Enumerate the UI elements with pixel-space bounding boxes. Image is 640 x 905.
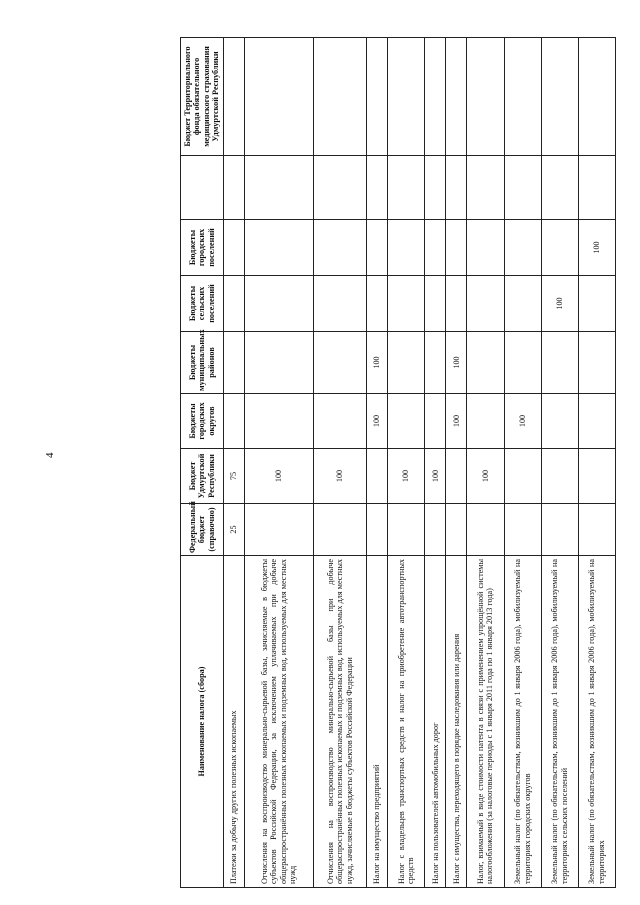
table-row [541,38,578,888]
value-cell-urban-settlements [388,220,425,276]
value-cell-fund [388,38,425,156]
table-row [388,38,425,888]
value-cell-federal [313,504,366,556]
value-cell-fund [367,38,388,156]
header-extra [181,156,224,220]
value-cell-municipal-districts: 100 [446,332,467,394]
value-cell-republic [541,449,578,504]
table-row [313,38,366,888]
header-republic: Бюджет Удмуртской Республики [181,449,224,504]
value-cell-urban-settlements [313,220,366,276]
value-cell-urban-settlements [367,220,388,276]
value-cell-extra [446,156,467,220]
tax-name-cell: Земельный налог (по обязательствам, возникшим до 1 января 2006 года), мобилизуемый на территориях городских округов [504,556,541,888]
value-cell-federal [244,504,313,556]
table-row [446,38,467,888]
value-cell-municipal-districts: 100 [367,332,388,394]
tax-name-cell: Налог на имущество предприятий [367,556,388,888]
value-cell-urban-settlements [467,220,504,276]
table-row [425,38,446,888]
value-cell-federal [367,504,388,556]
value-cell-republic [504,449,541,504]
value-cell-extra [425,156,446,220]
value-cell-rural-settlements [313,276,366,332]
table-body [223,38,615,888]
value-cell-municipal-districts [578,332,615,394]
value-cell-federal [467,504,504,556]
value-cell-city-districts [244,394,313,449]
tax-name-cell: Платежи за добычу других полезных ископаемых [223,556,244,888]
value-cell-municipal-districts [313,332,366,394]
value-cell-city-districts [388,394,425,449]
tax-name-cell: Налог, взимаемый в виде стоимости патента в связи с применением упрощённой системы налогообложения (за налоговые периоды с 1 января 2011 года по 1 января 2013 года) [467,556,504,888]
value-cell-fund [313,38,366,156]
value-cell-fund [467,38,504,156]
value-cell-federal [578,504,615,556]
value-cell-municipal-districts [388,332,425,394]
header-city-districts: Бюджеты городских округов [181,394,224,449]
value-cell-federal [388,504,425,556]
tax-name-cell: Земельный налог (по обязательствам, возникшим до 1 января 2006 года), мобилизуемый на территориях [578,556,615,888]
table-row [467,38,504,888]
value-cell-municipal-districts [504,332,541,394]
value-cell-republic: 100 [425,449,446,504]
value-cell-rural-settlements: 100 [541,276,578,332]
value-cell-federal [446,504,467,556]
header-fund: Бюджет Территориального фонда обязательного медицинского страхования Удмуртской Республики [181,38,224,156]
value-cell-extra [467,156,504,220]
value-cell-fund [578,38,615,156]
value-cell-republic: 100 [388,449,425,504]
value-cell-extra [388,156,425,220]
value-cell-municipal-districts [244,332,313,394]
value-cell-urban-settlements [244,220,313,276]
value-cell-fund [504,38,541,156]
tax-name-cell: Земельный налог (по обязательствам, возникшим до 1 января 2006 года), мобилизуемый на территориях сельских поселений [541,556,578,888]
value-cell-urban-settlements [425,220,446,276]
value-cell-republic [446,449,467,504]
value-cell-extra [223,156,244,220]
header-urban-settlements: Бюджеты городских поселений [181,220,224,276]
value-cell-republic [578,449,615,504]
value-cell-city-districts [541,394,578,449]
tax-table-container [180,38,616,888]
value-cell-rural-settlements [223,276,244,332]
value-cell-fund [541,38,578,156]
value-cell-extra [244,156,313,220]
value-cell-rural-settlements [388,276,425,332]
value-cell-federal: 25 [223,504,244,556]
value-cell-city-districts: 100 [367,394,388,449]
value-cell-city-districts [578,394,615,449]
value-cell-city-districts [425,394,446,449]
tax-name-cell: Отчисления на воспроизводство минерально-сырьевой базы при добыче общераспространённых полезных ископаемых и подземных вод, используемых для местных нужд, зачисляемые в бюджеты субъектов Российской Федерации [313,556,366,888]
table-row [223,38,244,888]
page-number: 4 [44,452,56,458]
value-cell-republic: 100 [467,449,504,504]
value-cell-rural-settlements [367,276,388,332]
table-row [504,38,541,888]
value-cell-fund [425,38,446,156]
value-cell-urban-settlements [223,220,244,276]
value-cell-city-districts [467,394,504,449]
value-cell-rural-settlements [504,276,541,332]
value-cell-federal [504,504,541,556]
tax-name-cell: Налог на пользователей автомобильных дорог [425,556,446,888]
header-rural-settlements: Бюджеты сельских поселений [181,276,224,332]
value-cell-municipal-districts [425,332,446,394]
table-row [244,38,313,888]
value-cell-fund [244,38,313,156]
value-cell-municipal-districts [467,332,504,394]
table-row [367,38,388,888]
value-cell-extra [541,156,578,220]
value-cell-municipal-districts [223,332,244,394]
value-cell-republic: 100 [244,449,313,504]
value-cell-fund [446,38,467,156]
value-cell-rural-settlements [425,276,446,332]
tax-distribution-table [180,37,616,888]
tax-name-cell: Налог с имущества, переходящего в порядке наследования или дарения [446,556,467,888]
value-cell-urban-settlements [446,220,467,276]
tax-name-cell: Налог с владельцев транспортных средств и налог на приобретение автотранспортных средств [388,556,425,888]
value-cell-rural-settlements [578,276,615,332]
value-cell-extra [504,156,541,220]
value-cell-republic [367,449,388,504]
value-cell-extra [578,156,615,220]
value-cell-federal [425,504,446,556]
value-cell-rural-settlements [244,276,313,332]
value-cell-rural-settlements [446,276,467,332]
value-cell-city-districts [313,394,366,449]
value-cell-extra [313,156,366,220]
header-name: Наименование налога (сбора) [181,556,224,888]
value-cell-extra [367,156,388,220]
value-cell-urban-settlements: 100 [578,220,615,276]
value-cell-republic: 100 [313,449,366,504]
value-cell-city-districts [223,394,244,449]
value-cell-rural-settlements [467,276,504,332]
tax-name-cell: Отчисления на воспроизводство минерально-сырьевой базы, зачисляемые в бюджеты субъектов Российской Федерации, за исключением уплачиваемых при добыче общераспространённых полезных ископаемых и подземных вод, используемых для местных нужд [244,556,313,888]
value-cell-urban-settlements [504,220,541,276]
value-cell-city-districts: 100 [504,394,541,449]
value-cell-city-districts: 100 [446,394,467,449]
value-cell-municipal-districts [541,332,578,394]
value-cell-republic: 75 [223,449,244,504]
header-municipal-districts: Бюджеты муниципальных районов [181,332,224,394]
table-header-row [181,38,224,888]
value-cell-urban-settlements [541,220,578,276]
table-row [578,38,615,888]
header-federal: Федеральный бюджет (справочно) [181,504,224,556]
value-cell-fund [223,38,244,156]
value-cell-federal [541,504,578,556]
